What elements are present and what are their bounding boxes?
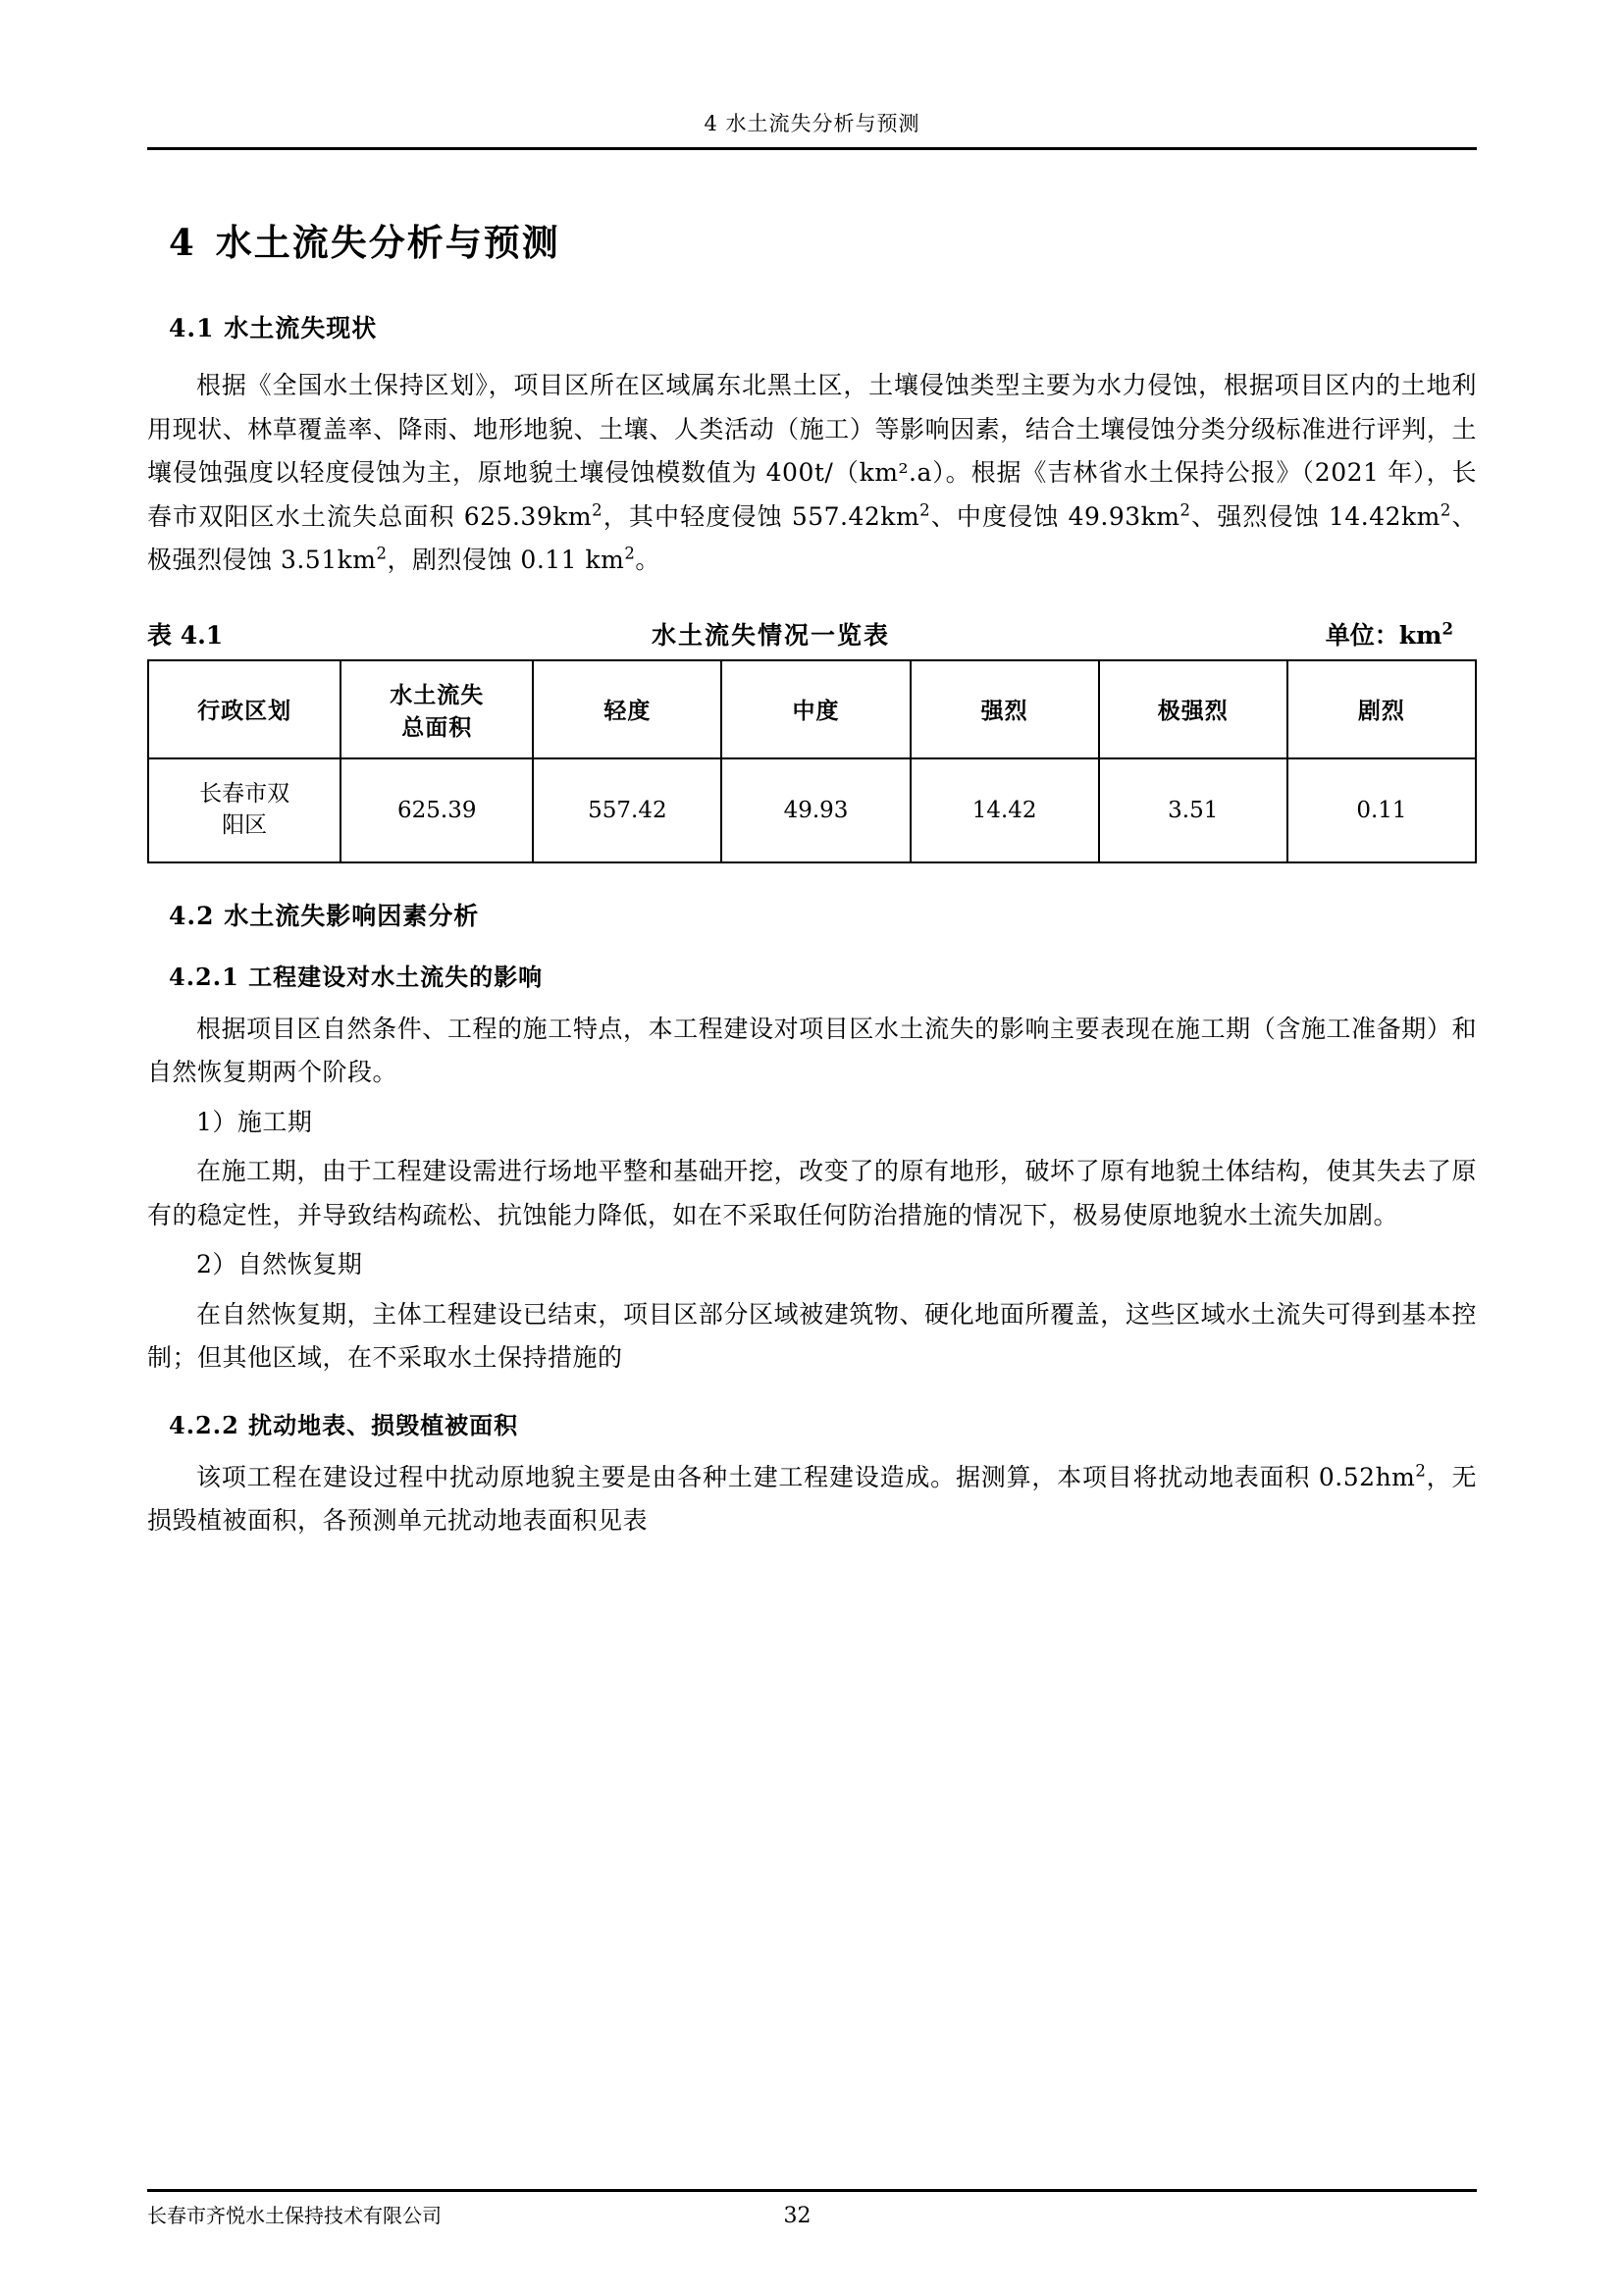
table-unit-value: km (1398, 620, 1442, 650)
table-cell-light: 557.42 (533, 758, 721, 862)
table-unit-sup: 2 (1441, 619, 1453, 639)
paragraph-4-2-1-3: 在施工期，由于工程建设需进行场地平整和基础开挖，改变了的原有地形，破坏了原有地貌土体结构，使其失去了原有的稳定性，并导致结构疏松、抗蚀能力降低，如在不采取任何防治措施的情况下，极易使原地貌水土流失加剧。 (147, 1157, 1477, 1229)
footer-company: 长春市齐悦水土保持技术有限公司 (147, 2204, 442, 2227)
paragraph-4-2-2-1-a: 该项工程在建设过程中扰动原地貌主要是由各种土建工程建设造成。据测算，本项目将扰动地表面积 0.52hm (196, 1462, 1416, 1491)
table-cell-total: 625.39 (341, 758, 533, 862)
subsection-heading-4-2-2: 4.2.2 扰动地表、损毁植被面积 (169, 1410, 519, 1439)
table-cell-region (148, 758, 341, 862)
paragraph-4-2-2-1-b: ，无损毁植被面积，各预测单元扰动地表面积见表 (147, 1462, 1477, 1535)
table-cell-very-severe: 3.51 (1099, 758, 1287, 862)
paragraph-4-2-1-2: 1）施工期 (196, 1107, 313, 1136)
paragraph-4-1-1-c: 、中度侵蚀 49.93km (930, 501, 1180, 531)
chapter-title-text: 水土流失分析与预测 (215, 221, 560, 264)
page-header (147, 108, 1477, 147)
page-footer (147, 2189, 1477, 2228)
paragraph-4-1-1-f: ，剧烈侵蚀 0.11 km (387, 546, 625, 574)
paragraph-4-2-2-1 (147, 1456, 1477, 1543)
sup-km2-6: 2 (624, 544, 636, 563)
paragraph-4-1-1 (147, 364, 1477, 583)
table-unit-label: 单位： (1325, 620, 1399, 650)
paragraph-4-1-1-a: 根据《全国水土保持区划》，项目区所在区域属东北黑土区，土壤侵蚀类型主要为水力侵蚀，根据项目区内的土地利用现状、林草覆盖率、降雨、地形地貌、土壤、人类活动（施工）等影响因素，结合土壤侵蚀分类分级标准进行评判，土壤侵蚀强度以轻度侵蚀为主，原地貌土壤侵蚀模数值为 400t/（km².a）。根据《吉林省水土保持公报》（2021 年），长春市双阳区水土流失总面积 625.39km (147, 371, 1477, 531)
spacer (147, 863, 1477, 897)
table-cell-severe: 14.42 (911, 758, 1099, 862)
table-caption (147, 616, 1477, 652)
water-soil-loss-table (147, 659, 1477, 863)
table-row (148, 758, 1476, 862)
table-header-region: 行政区划 (148, 660, 341, 758)
table-header-moderate: 中度 (721, 660, 910, 758)
paragraph-4-2-1-5: 在自然恢复期，主体工程建设已结束，项目区部分区域被建筑物、硬化地面所覆盖，这些区域水土流失可得到基本控制；但其他区域，在不采取水土保持措施的 (147, 1299, 1477, 1372)
table-header-severe: 强烈 (911, 660, 1099, 758)
table-title: 水土流失情况一览表 (651, 620, 890, 650)
paragraph-4-1-1-d: 、强烈侵蚀 14.42km (1190, 501, 1441, 531)
sup-km2-4: 2 (1440, 500, 1451, 520)
table-header-light: 轻度 (533, 660, 721, 758)
paragraph-4-2-1-4: 2）自然恢复期 (196, 1250, 363, 1278)
table-cell-extreme: 0.11 (1287, 758, 1476, 862)
table-number: 表 4.1 (147, 620, 224, 650)
sup-km2-5: 2 (376, 544, 388, 563)
paragraph-4-1-1-g: 。 (635, 546, 660, 574)
table-unit (1169, 616, 1477, 652)
table-header-total-line1: 水土流失 (390, 681, 485, 708)
paragraph-4-2-1-1: 根据项目区自然条件、工程的施工特点，本工程建设对项目区水土流失的影响主要表现在施工期（含施工准备期）和自然恢复期两个阶段。 (147, 1014, 1477, 1086)
chapter-title (169, 213, 1477, 266)
sup-km2-3: 2 (1179, 500, 1191, 520)
chapter-number: 4 (169, 221, 196, 264)
sup-hm2: 2 (1415, 1461, 1427, 1481)
sup-km2-2: 2 (919, 500, 931, 520)
table-header-row (148, 660, 1476, 758)
paragraph-4-1-1-e: 、极强烈侵蚀 3.51km (147, 501, 1478, 574)
page-number: 32 (783, 2204, 812, 2228)
table-header-extreme: 剧烈 (1287, 660, 1476, 758)
table-header-total-line2: 总面积 (401, 713, 473, 741)
table-cell-region-line1: 长春市双 (199, 781, 290, 808)
running-title: 4 水土流失分析与预测 (704, 112, 920, 135)
table-header-very-severe: 极强烈 (1099, 660, 1287, 758)
section-heading-4-2: 4.2 水土流失影响因素分析 (169, 901, 480, 930)
section-heading-4-1: 4.1 水土流失现状 (169, 314, 378, 342)
footer-divider (147, 2189, 1477, 2192)
table-header-total (341, 660, 533, 758)
header-divider (147, 147, 1477, 150)
sup-km2-1: 2 (592, 500, 603, 520)
paragraph-4-1-1-b: ，其中轻度侵蚀 557.42km (602, 501, 920, 531)
subsection-heading-4-2-1: 4.2.1 工程建设对水土流失的影响 (169, 962, 544, 991)
table-cell-moderate: 49.93 (721, 758, 910, 862)
table-cell-region-line2: 阳区 (222, 811, 268, 838)
